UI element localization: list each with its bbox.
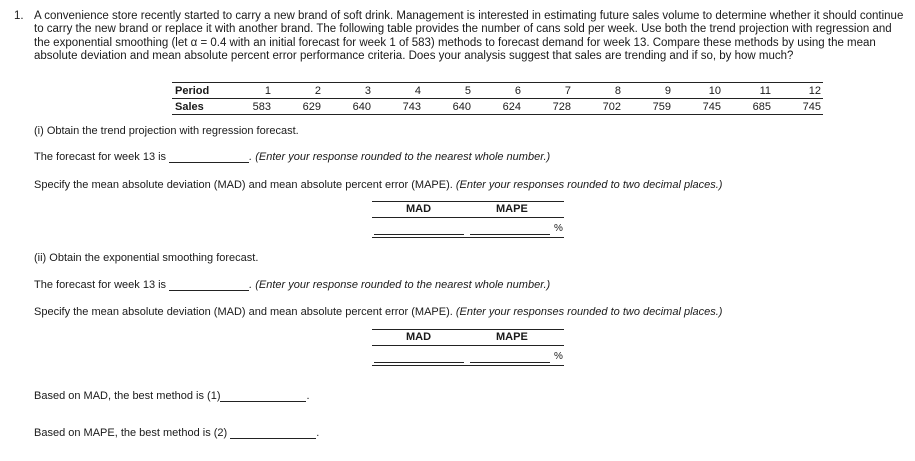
part1-mape-header: MAPE: [496, 203, 528, 215]
part2-mad-input[interactable]: [374, 362, 464, 363]
part2-mape-header: MAPE: [496, 331, 528, 343]
sales-cell: 629: [273, 99, 323, 115]
table-rule: [372, 201, 564, 202]
table-rule: [372, 237, 564, 238]
sales-cell: 743: [373, 99, 423, 115]
sales-cell: 759: [623, 99, 673, 115]
part1-specify-text: Specify the mean absolute deviation (MAD) and mean absolute percent error (MAPE).: [34, 179, 453, 191]
sales-cell: 745: [773, 99, 823, 115]
conclusion-mad-select[interactable]: [220, 390, 306, 402]
sales-row: [172, 99, 823, 115]
part1-specify-italic: (Enter your responses rounded to two decimal places.): [455, 179, 723, 191]
part1-mad-header: MAD: [406, 203, 432, 215]
part1-percent-sign: %: [554, 223, 563, 234]
part2-forecast-input[interactable]: [169, 279, 249, 291]
part2-mad-header: MAD: [406, 331, 432, 343]
part2-forecast-suffix: . (Enter your response rounded to the nearest whole number.): [249, 279, 551, 291]
part2-heading: (ii) Obtain the exponential smoothing forecast.: [34, 252, 259, 264]
period-cell: 7: [523, 83, 573, 99]
sales-cell: 685: [723, 99, 773, 115]
table-rule: [372, 329, 564, 330]
table-rule: [372, 217, 564, 218]
sales-cell: 702: [573, 99, 623, 115]
part1-forecast-input[interactable]: [169, 151, 249, 163]
period-header: Period: [172, 83, 223, 99]
conclusion-mad-text: Based on MAD, the best method is (1): [34, 390, 221, 402]
conclusion-mape-line: Based on MAPE, the best method is (2) .: [34, 427, 320, 439]
part1-forecast-prefix: The forecast for week 13 is: [34, 151, 167, 163]
part1-forecast-suffix: . (Enter your response rounded to the nearest whole number.): [249, 151, 551, 163]
period-cell: 8: [573, 83, 623, 99]
conclusion-mape-select[interactable]: [230, 427, 316, 439]
part2-specify-line: [34, 306, 722, 318]
period-cell: 9: [623, 83, 673, 99]
part2-forecast-line: [34, 279, 550, 291]
part1-forecast-line: [34, 151, 550, 163]
table-rule: [372, 345, 564, 346]
conclusion-mad-line: Based on MAD, the best method is (1) .: [34, 390, 310, 402]
sales-cell: 745: [673, 99, 723, 115]
period-cell: 10: [673, 83, 723, 99]
period-cell: 4: [373, 83, 423, 99]
sales-table: [172, 82, 823, 115]
part2-percent-sign: %: [554, 351, 563, 362]
period-row: [172, 83, 823, 99]
sales-cell: 640: [423, 99, 473, 115]
conclusion-mape-text: Based on MAPE, the best method is (2): [34, 427, 228, 439]
part2-specify-italic: (Enter your responses rounded to two decimal places.): [455, 306, 723, 318]
period-cell: 3: [323, 83, 373, 99]
period-cell: 12: [773, 83, 823, 99]
period-cell: 2: [273, 83, 323, 99]
period-cell: 5: [423, 83, 473, 99]
period-cell: 11: [723, 83, 773, 99]
part2-specify-text: Specify the mean absolute deviation (MAD) and mean absolute percent error (MAPE).: [34, 306, 453, 318]
part1-mape-input[interactable]: [470, 234, 550, 235]
question-number: 1.: [14, 10, 24, 22]
question-text: A convenience store recently started to carry a new brand of soft drink. Management is interested in estimating future sales volume to determine whether it should continue to carry the new brand or replace it with another brand. The following table provides the number of cans sold per week. Use both the trend projection with regression and the exponential smoothing (let α = 0.4 with an initial forecast for week 1 of 583) methods to forecast demand for week 13. Compare these methods by using the mean absolute deviation and mean absolute percent error performance criteria. Does your analysis suggest that sales are trending and if so, by how much?: [34, 10, 904, 63]
sales-cell: 640: [323, 99, 373, 115]
part2-mape-input[interactable]: [470, 362, 550, 363]
part1-specify-line: [34, 179, 722, 191]
period-cell: 6: [473, 83, 523, 99]
table-rule: [372, 365, 564, 366]
part1-heading: (i) Obtain the trend projection with regression forecast.: [34, 125, 299, 137]
sales-cell: 583: [223, 99, 273, 115]
sales-cell: 728: [523, 99, 573, 115]
sales-cell: 624: [473, 99, 523, 115]
sales-header: Sales: [172, 99, 223, 115]
period-cell: 1: [223, 83, 273, 99]
part2-forecast-prefix: The forecast for week 13 is: [34, 279, 167, 291]
part1-mad-input[interactable]: [374, 234, 464, 235]
